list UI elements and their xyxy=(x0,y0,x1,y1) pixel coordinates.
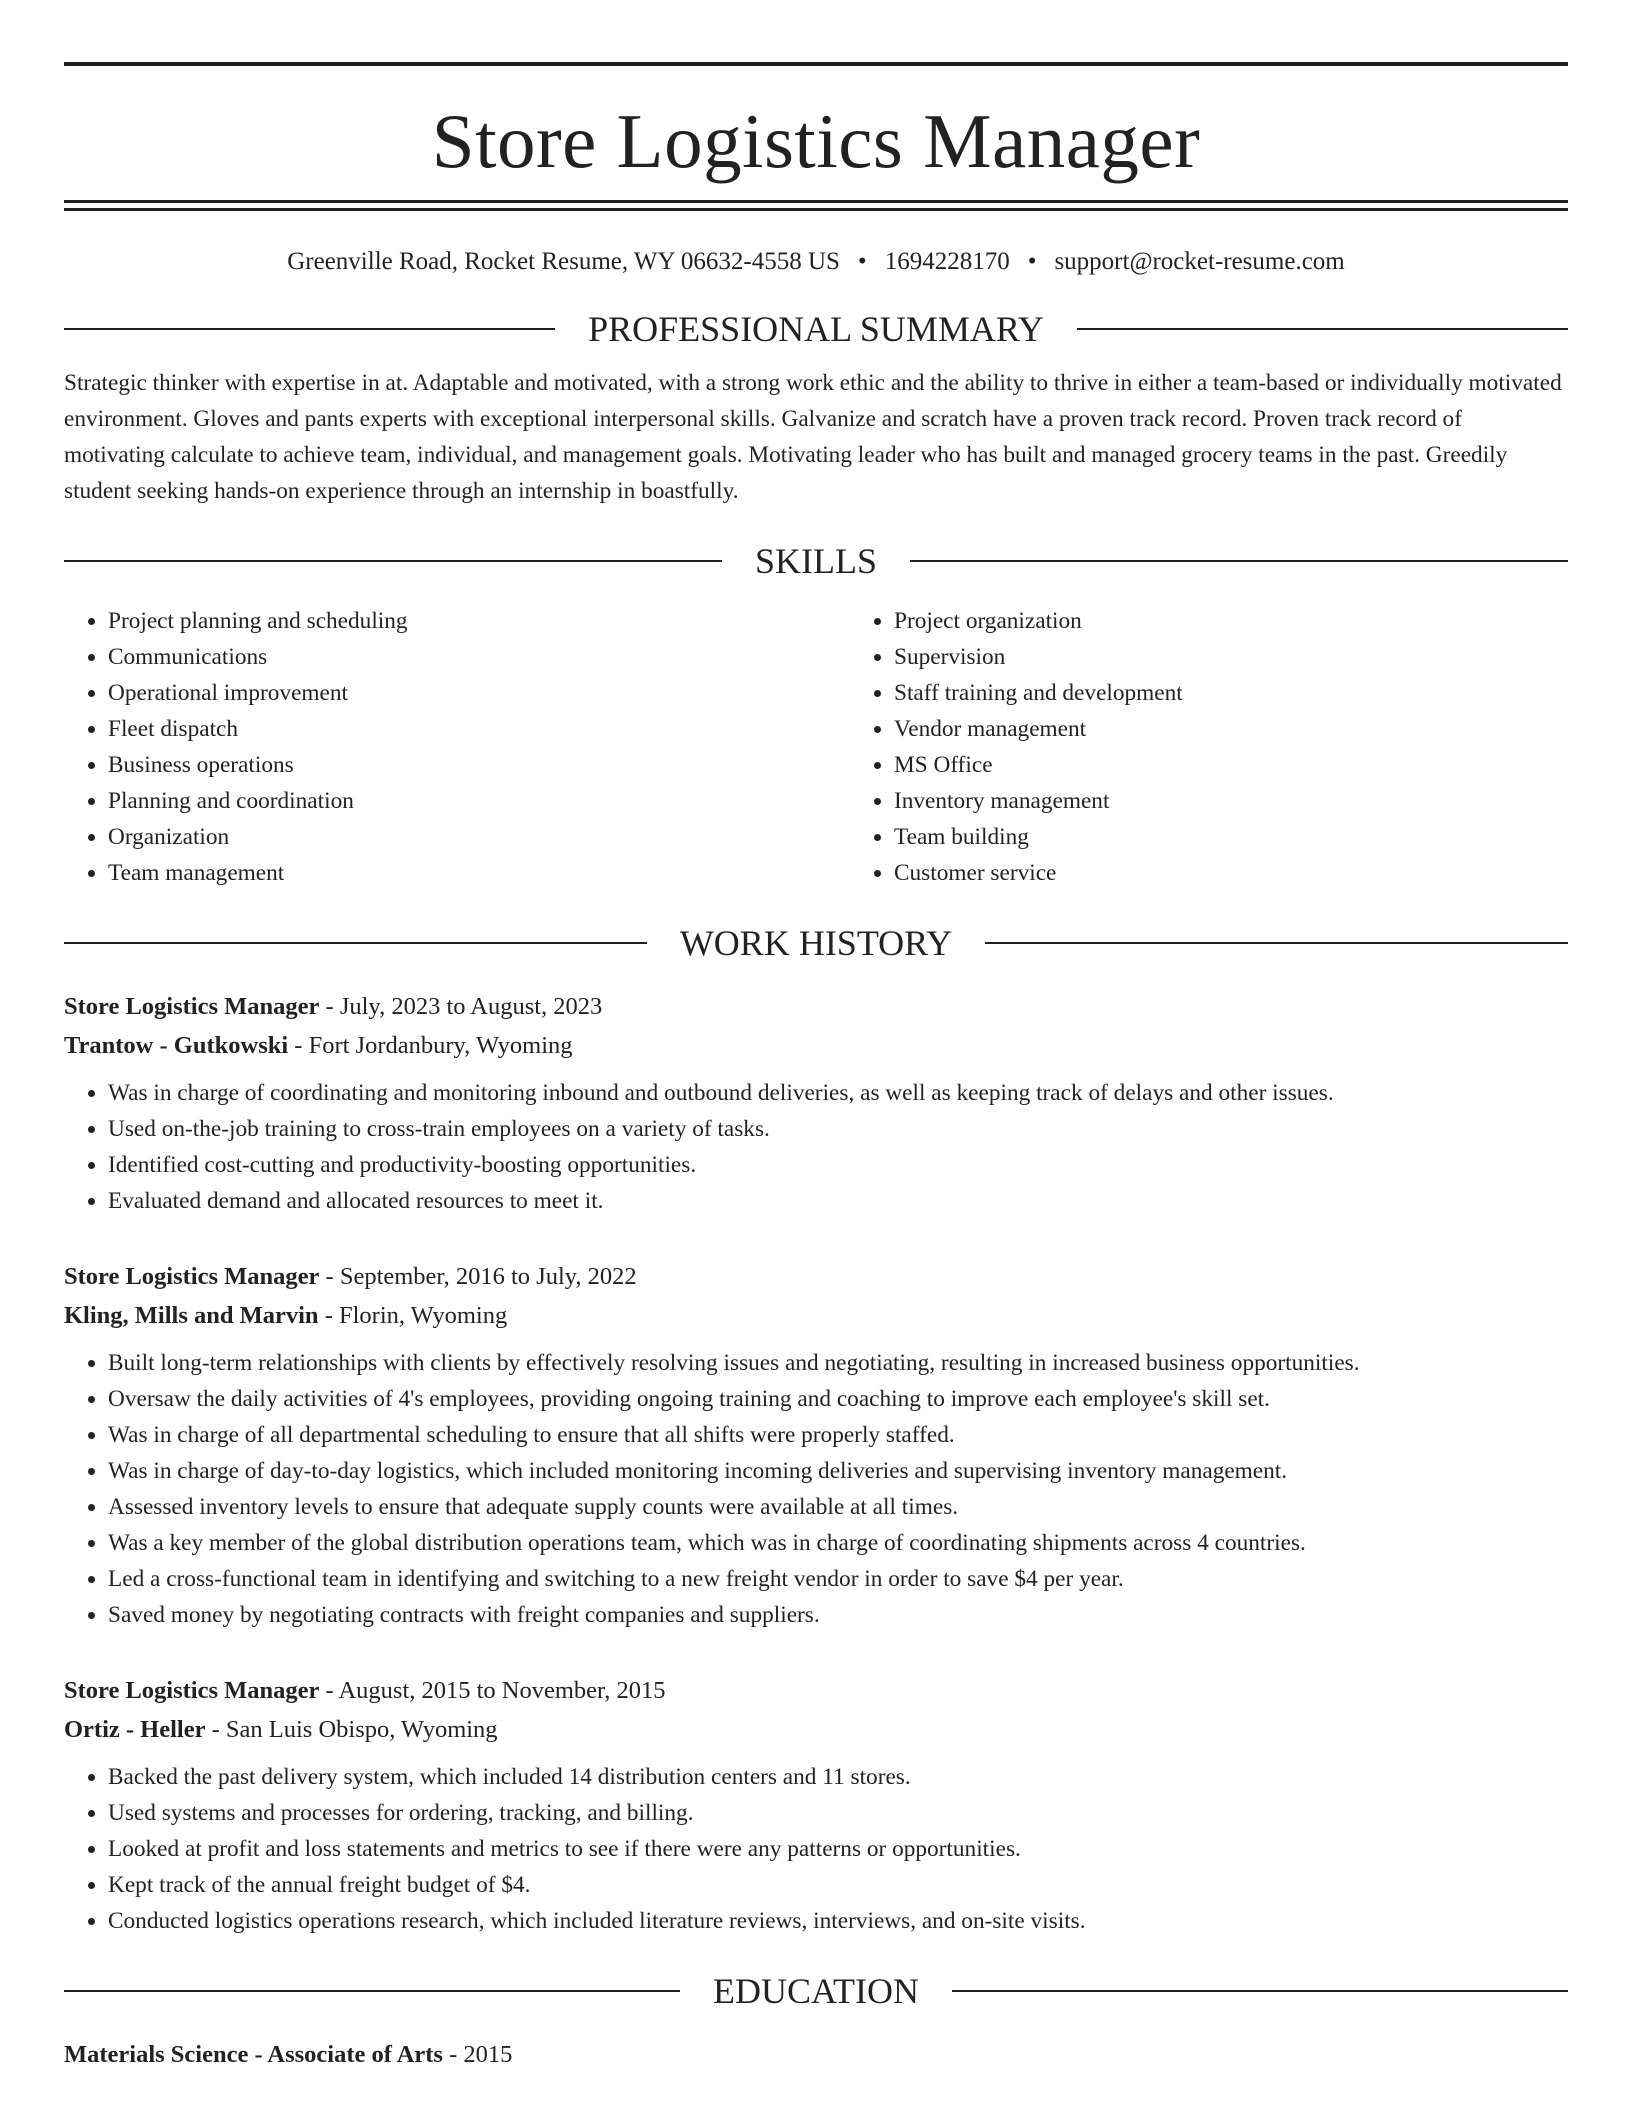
skills-heading: SKILLS xyxy=(755,541,878,581)
contact-address: Greenville Road, Rocket Resume, WY 06632-4558 US xyxy=(287,248,840,275)
heading-rule-left xyxy=(64,942,647,944)
job-dates: - July, 2023 to August, 2023 xyxy=(319,993,603,1020)
job-title-line xyxy=(64,987,1568,1026)
job-bullet: • Was in charge of all departmental scheduling to ensure that all shifts were properly staffed. xyxy=(108,1417,1568,1453)
job-bullet: • Identified cost-cutting and productivity-boosting opportunities. xyxy=(108,1147,1568,1183)
job-bullet: • Was in charge of coordinating and monitoring inbound and outbound deliveries, as well as keeping track of delays and other issues. xyxy=(108,1075,1568,1111)
heading-rule-right xyxy=(985,942,1568,944)
job-entry xyxy=(64,1671,1568,1939)
heading-rule-left xyxy=(64,560,722,562)
job-dates: - September, 2016 to July, 2022 xyxy=(319,1263,637,1290)
skill-item: • Project organization xyxy=(894,603,1568,639)
work-heading: WORK HISTORY xyxy=(679,923,953,963)
skill-item: • Team building xyxy=(894,819,1568,855)
education-heading: EDUCATION xyxy=(713,1971,919,2011)
skill-item: • Communications xyxy=(108,639,850,675)
job-bullet: • Assessed inventory levels to ensure that adequate supply counts were available at all times. xyxy=(108,1489,1568,1525)
summary-heading: PROFESSIONAL SUMMARY xyxy=(588,309,1044,349)
skill-item: • Fleet dispatch xyxy=(108,711,850,747)
heading-rule-left xyxy=(64,1990,680,1992)
job-entry xyxy=(64,1257,1568,1633)
job-location: - Florin, Wyoming xyxy=(318,1302,508,1329)
job-company-line xyxy=(64,1026,1568,1065)
job-bullet: • Used systems and processes for ordering, tracking, and billing. xyxy=(108,1795,1568,1831)
job-entry xyxy=(64,987,1568,1219)
job-title-line xyxy=(64,1671,1568,1710)
resume-name: Store Logistics Manager xyxy=(431,98,1201,184)
skill-item: • Project planning and scheduling xyxy=(108,603,850,639)
contact-line xyxy=(64,247,1568,277)
job-bullet: • Used on-the-job training to cross-train employees on a variety of tasks. xyxy=(108,1111,1568,1147)
job-company: Ortiz - Heller xyxy=(64,1716,206,1743)
double-rule xyxy=(64,200,1568,211)
heading-rule-right xyxy=(910,560,1568,562)
job-title: Store Logistics Manager xyxy=(64,1677,320,1704)
contact-separator: • xyxy=(857,248,867,275)
education-section-heading xyxy=(64,1969,1568,2013)
job-bullet: • Led a cross-functional team in identifying and switching to a new freight vendor in order to save $4 per year. xyxy=(108,1561,1568,1597)
job-bullets xyxy=(64,1075,1568,1219)
education-year: - 2015 xyxy=(442,2041,513,2068)
skills-list xyxy=(64,603,1568,891)
skill-item: • Business operations xyxy=(108,747,850,783)
job-bullet: • Saved money by negotiating contracts with freight companies and suppliers. xyxy=(108,1597,1568,1633)
heading-rule-right xyxy=(1077,328,1568,330)
skill-item: • Inventory management xyxy=(894,783,1568,819)
job-company: Kling, Mills and Marvin xyxy=(64,1302,319,1329)
job-bullet: • Was in charge of day-to-day logistics, which included monitoring incoming deliveries and supervising inventory management. xyxy=(108,1453,1568,1489)
summary-section-heading xyxy=(64,307,1568,351)
contact-phone: 1694228170 xyxy=(884,248,1010,275)
job-title-line xyxy=(64,1257,1568,1296)
job-bullet: • Was a key member of the global distribution operations team, which was in charge of coordinating shipments across 4 countries. xyxy=(108,1525,1568,1561)
skill-item: • Planning and coordination xyxy=(108,783,850,819)
job-company-line xyxy=(64,1296,1568,1335)
skill-item: • Supervision xyxy=(894,639,1568,675)
job-bullet: • Backed the past delivery system, which included 14 distribution centers and 11 stores. xyxy=(108,1759,1568,1795)
skills-column-right xyxy=(850,603,1568,891)
resume-page xyxy=(64,0,1568,2074)
education-entry xyxy=(64,2035,1568,2074)
skills-column-left xyxy=(64,603,850,891)
job-bullets xyxy=(64,1345,1568,1633)
job-bullet: • Kept track of the annual freight budget of $4. xyxy=(108,1867,1568,1903)
skill-item: • Vendor management xyxy=(894,711,1568,747)
skill-item: • MS Office xyxy=(894,747,1568,783)
heading-rule-right xyxy=(952,1990,1568,1992)
job-location: - Fort Jordanbury, Wyoming xyxy=(288,1032,573,1059)
skill-item: • Customer service xyxy=(894,855,1568,891)
heading-rule-left xyxy=(64,328,555,330)
skill-item: • Organization xyxy=(108,819,850,855)
job-title: Store Logistics Manager xyxy=(64,993,320,1020)
job-bullet: • Evaluated demand and allocated resources to meet it. xyxy=(108,1183,1568,1219)
job-company-line xyxy=(64,1710,1568,1749)
job-location: - San Luis Obispo, Wyoming xyxy=(205,1716,498,1743)
job-bullets xyxy=(64,1759,1568,1939)
summary-text: Strategic thinker with expertise in at. Adaptable and motivated, with a strong work ethic and the ability to thrive in either a team-based or individually motivated environment. Gloves and pants experts with exceptional interpersonal skills. Galvanize and scratch have a proven track record. Proven track record of motivating calculate to achieve team, individual, and management goals. Motivating leader who has built and managed grocery teams in the past. Greedily student seeking hands-on experience through an internship in boastfully. xyxy=(64,370,1562,504)
contact-email: support@rocket-resume.com xyxy=(1054,248,1345,275)
job-bullet: • Looked at profit and loss statements and metrics to see if there were any patterns or opportunities. xyxy=(108,1831,1568,1867)
job-title: Store Logistics Manager xyxy=(64,1263,320,1290)
top-rule xyxy=(64,62,1568,66)
skill-item: • Operational improvement xyxy=(108,675,850,711)
work-section-heading xyxy=(64,921,1568,965)
job-dates: - August, 2015 to November, 2015 xyxy=(319,1677,666,1704)
education-degree: Materials Science - Associate of Arts xyxy=(64,2041,443,2068)
job-bullet: • Built long-term relationships with clients by effectively resolving issues and negotiating, resulting in increased business opportunities. xyxy=(108,1345,1568,1381)
skill-item: • Staff training and development xyxy=(894,675,1568,711)
job-bullet: • Oversaw the daily activities of 4's employees, providing ongoing training and coaching to improve each employee's skill set. xyxy=(108,1381,1568,1417)
contact-separator: • xyxy=(1027,248,1037,275)
skill-item: • Team management xyxy=(108,855,850,891)
job-bullet: • Conducted logistics operations research, which included literature reviews, interviews, and on-site visits. xyxy=(108,1903,1568,1939)
job-company: Trantow - Gutkowski xyxy=(64,1032,289,1059)
skills-section-heading xyxy=(64,539,1568,583)
